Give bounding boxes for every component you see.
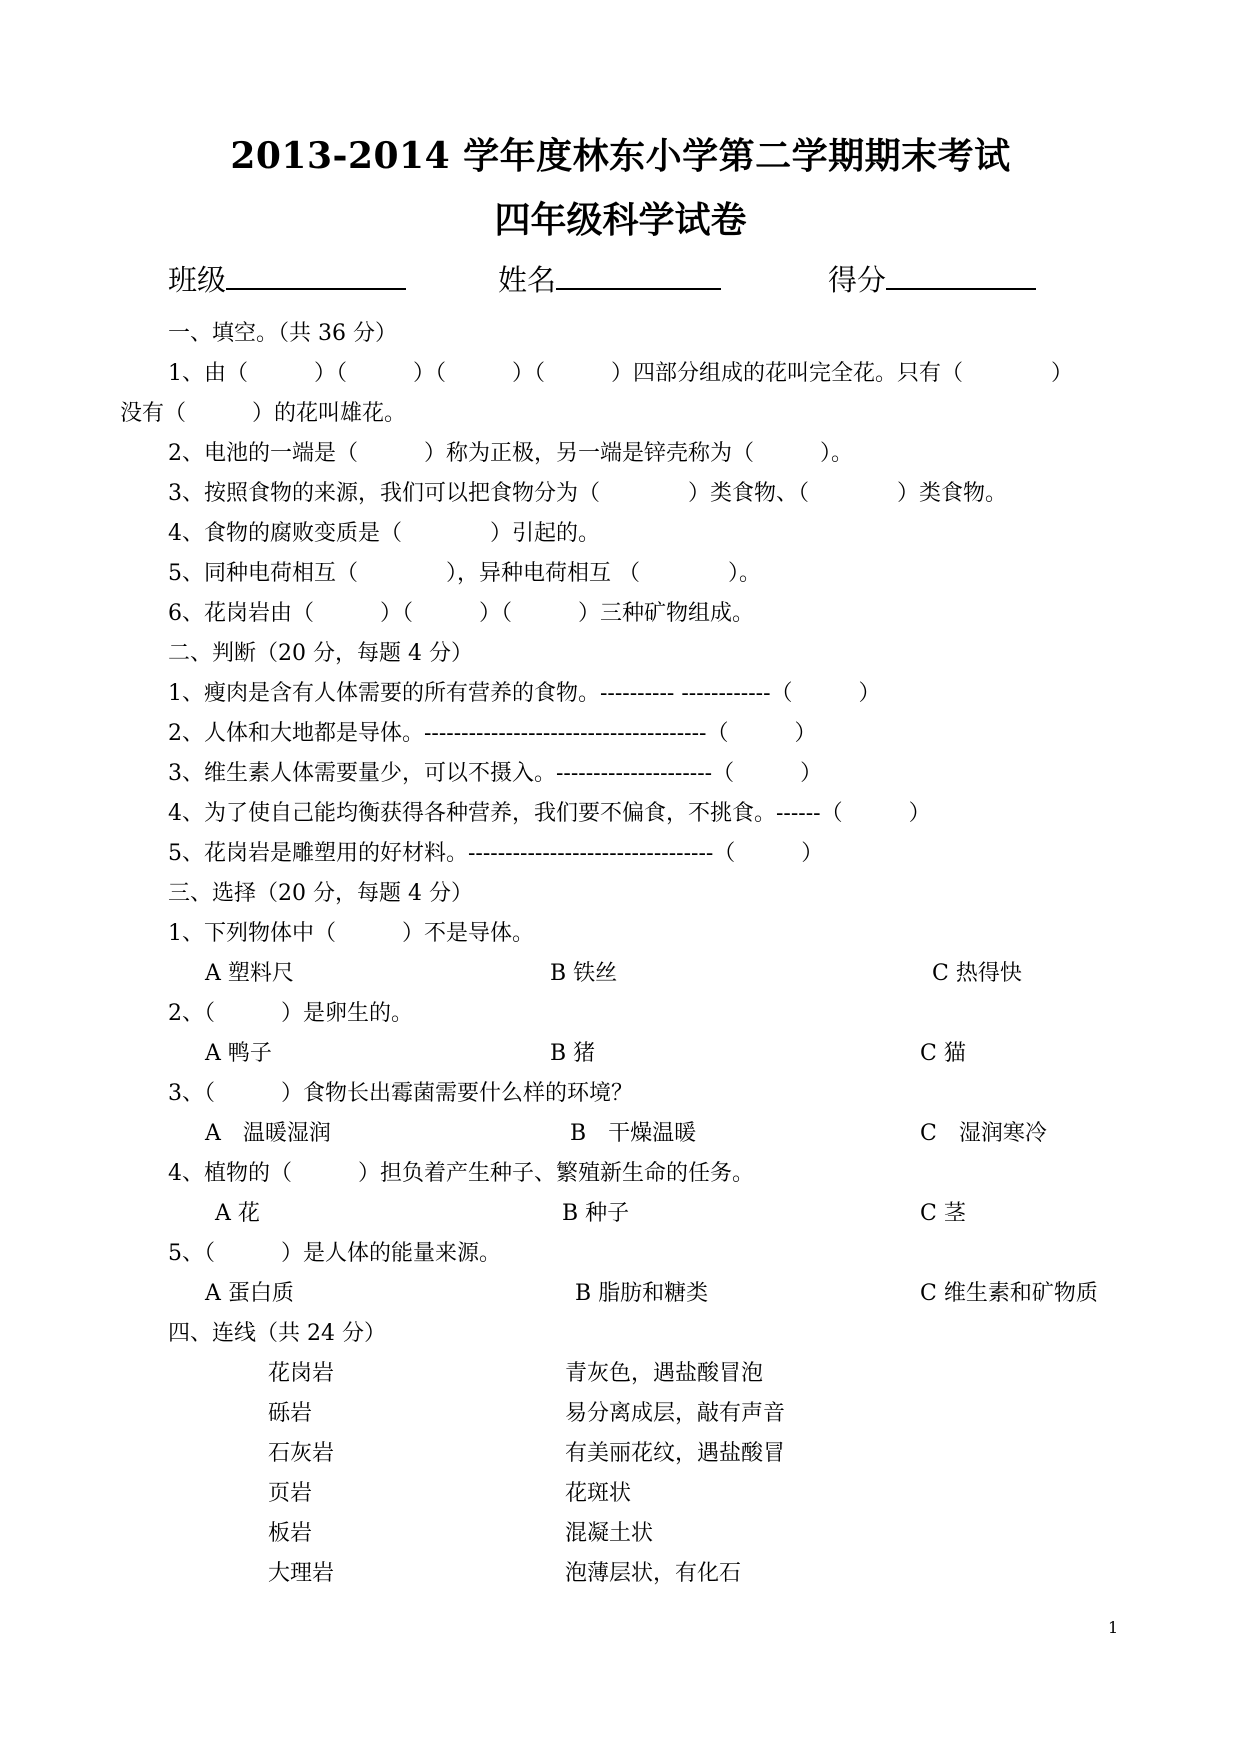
score-field bbox=[828, 258, 1036, 299]
fill-question-3: 3、按照食物的来源，我们可以把食物分为（ ）类食物、（ ）类食物。 bbox=[168, 481, 1007, 506]
match-left-4[interactable]: 页岩 bbox=[268, 1481, 313, 1506]
fill-question-1: 1、由（ ）（ ）（ ）（ ）四部分组成的花叫完全花。只有（ ） bbox=[168, 361, 1074, 386]
match-left-1[interactable]: 花岗岩 bbox=[268, 1361, 335, 1386]
match-left-3[interactable]: 石灰岩 bbox=[268, 1441, 335, 1466]
class-field bbox=[168, 258, 406, 299]
choice-question-1: 1、下列物体中（ ）不是导体。 bbox=[168, 921, 534, 946]
name-blank[interactable] bbox=[556, 258, 721, 290]
choice-5-option-b: B 脂肪和糖类 bbox=[575, 1281, 709, 1306]
judge-question-3: 3、维生素人体需要量少，可以不摄入。---------------------（ ） bbox=[168, 761, 823, 786]
choice-question-5: 5、（ ）是人体的能量来源。 bbox=[168, 1241, 501, 1266]
section4-heading: 四、连线（共 24 分） bbox=[168, 1321, 386, 1346]
fill-question-4: 4、食物的腐败变质是（ ）引起的。 bbox=[168, 521, 600, 546]
choice-4-option-a: A 花 bbox=[215, 1201, 260, 1226]
choice-2-option-a: A 鸭子 bbox=[205, 1041, 272, 1066]
choice-4-option-c: C 茎 bbox=[920, 1201, 966, 1226]
match-left-6[interactable]: 大理岩 bbox=[268, 1561, 335, 1586]
choice-1-option-b: B 铁丝 bbox=[550, 961, 618, 986]
match-right-2[interactable]: 易分离成层，敲有声音 bbox=[565, 1401, 786, 1426]
class-label: 班级 bbox=[168, 263, 227, 297]
match-right-1[interactable]: 青灰色，遇盐酸冒泡 bbox=[565, 1361, 764, 1386]
choice-question-4: 4、植物的（ ）担负着产生种子、繁殖新生命的任务。 bbox=[168, 1161, 754, 1186]
class-blank[interactable] bbox=[226, 258, 406, 290]
judge-question-4: 4、为了使自己能均衡获得各种营养，我们要不偏食，不挑食。------（ ） bbox=[168, 801, 931, 826]
choice-2-option-c: C 猫 bbox=[920, 1041, 966, 1066]
choice-1-option-c: C 热得快 bbox=[932, 961, 1022, 986]
judge-question-1: 1、瘦肉是含有人体需要的所有营养的食物。---------- ------------（ ） bbox=[168, 681, 881, 706]
section1-heading: 一、填空。（共 36 分） bbox=[168, 321, 397, 346]
judge-question-5: 5、花岗岩是雕塑用的好材料。---------------------------------（ ） bbox=[168, 841, 824, 866]
choice-2-option-b: B 猪 bbox=[550, 1041, 596, 1066]
choice-1-option-a: A 塑料尺 bbox=[205, 961, 294, 986]
match-left-2[interactable]: 砾岩 bbox=[268, 1401, 313, 1426]
page-number: 1 bbox=[1108, 1618, 1119, 1637]
judge-question-2: 2、人体和大地都是导体。--------------------------------------（ ） bbox=[168, 721, 817, 746]
name-field bbox=[498, 258, 721, 299]
match-left-5[interactable]: 板岩 bbox=[268, 1521, 313, 1546]
score-label: 得分 bbox=[828, 263, 887, 297]
exam-title: 2013-2014 学年度林东小学第二学期期末考试 bbox=[230, 135, 1011, 177]
match-right-6[interactable]: 泡薄层状，有化石 bbox=[565, 1561, 742, 1586]
choice-4-option-b: B 种子 bbox=[562, 1201, 630, 1226]
section2-heading: 二、判断（20 分，每题 4 分） bbox=[168, 641, 473, 666]
match-right-5[interactable]: 混凝土状 bbox=[565, 1521, 654, 1546]
choice-5-option-c: C 维生素和矿物质 bbox=[920, 1281, 1098, 1306]
choice-question-2: 2、（ ）是卵生的。 bbox=[168, 1001, 413, 1026]
match-right-3[interactable]: 有美丽花纹，遇盐酸冒 bbox=[565, 1441, 786, 1466]
fill-question-6: 6、花岗岩由（ ）（ ）（ ）三种矿物组成。 bbox=[168, 601, 754, 626]
exam-subtitle: 四年级科学试卷 bbox=[494, 199, 747, 241]
fill-question-1-cont: 没有（ ）的花叫雄花。 bbox=[120, 401, 407, 426]
choice-question-3: 3、（ ）食物长出霉菌需要什么样的环境？ bbox=[168, 1081, 633, 1106]
name-label: 姓名 bbox=[498, 263, 557, 297]
choice-5-option-a: A 蛋白质 bbox=[205, 1281, 294, 1306]
score-blank[interactable] bbox=[886, 258, 1036, 290]
fill-question-5: 5、同种电荷相互（ ），异种电荷相互 （ ）。 bbox=[168, 561, 761, 586]
choice-3-option-b: B 干燥温暖 bbox=[570, 1121, 697, 1146]
section3-heading: 三、选择（20 分，每题 4 分） bbox=[168, 881, 473, 906]
fill-question-2: 2、电池的一端是（ ）称为正极，另一端是锌壳称为（ ）。 bbox=[168, 441, 853, 466]
choice-3-option-a: A 温暖湿润 bbox=[205, 1121, 331, 1146]
choice-3-option-c: C 湿润寒冷 bbox=[920, 1121, 1047, 1146]
match-right-4[interactable]: 花斑状 bbox=[565, 1481, 632, 1506]
